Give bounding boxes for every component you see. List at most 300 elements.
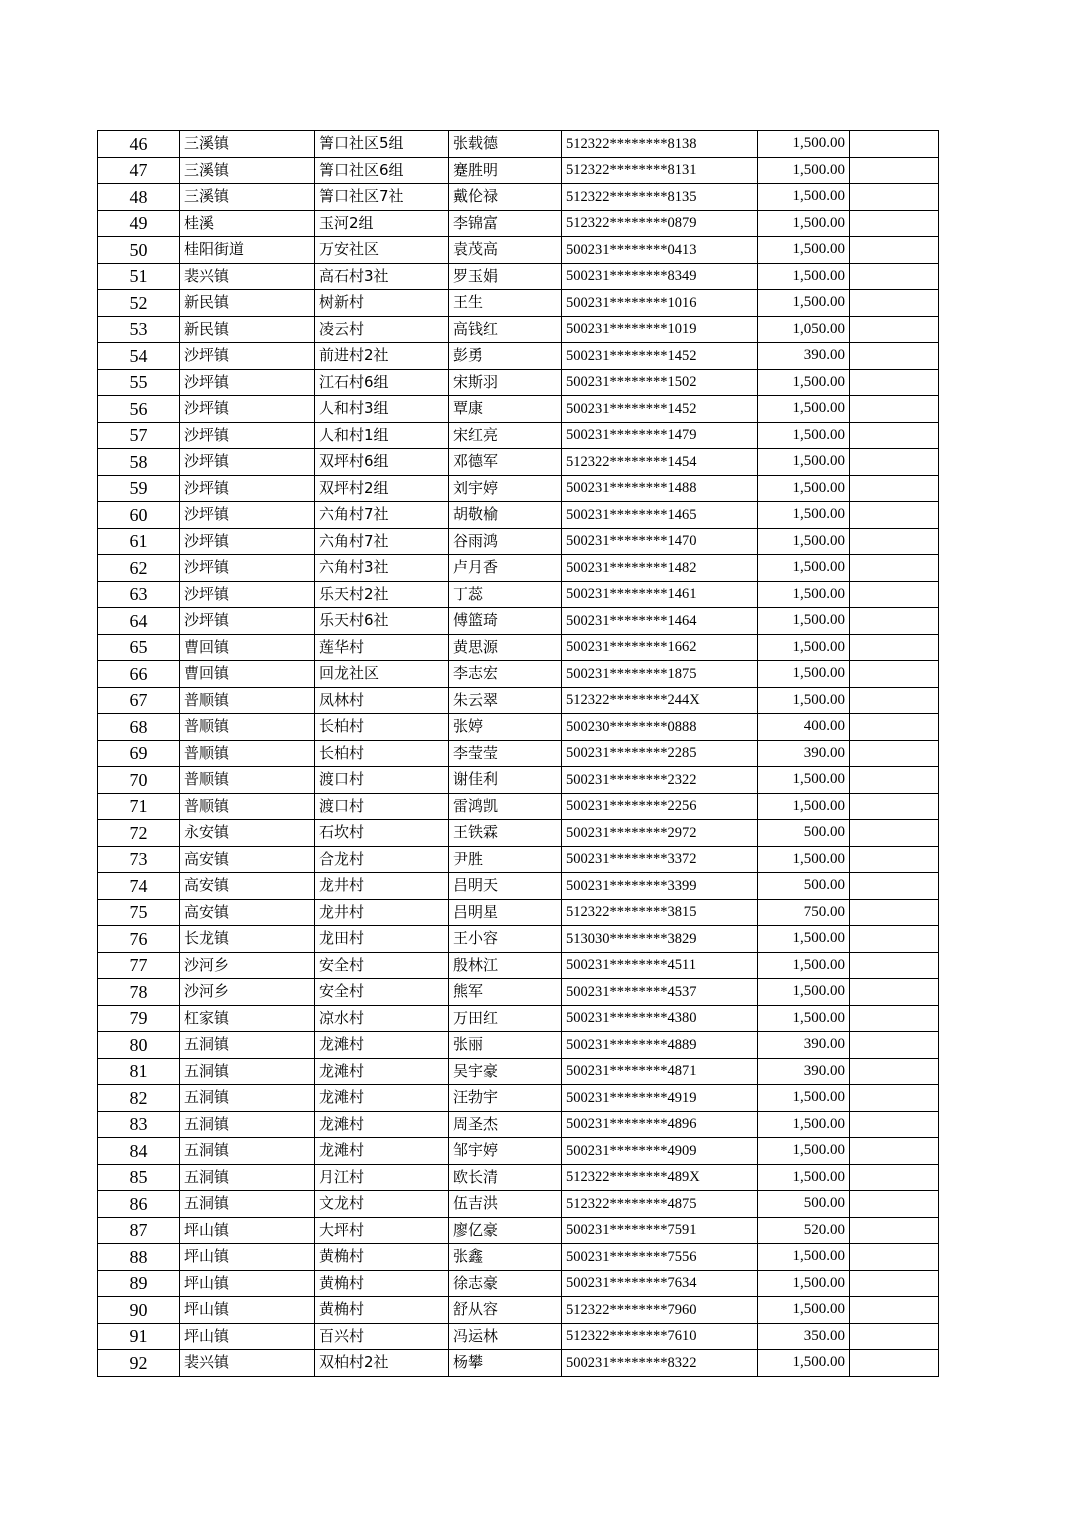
note-cell: [850, 290, 939, 317]
table-row: [98, 740, 939, 767]
table-row: [98, 396, 939, 423]
name-cell: 熊军: [449, 979, 562, 1006]
amount-cell: 1,500.00: [758, 1085, 850, 1112]
village-cell: 龙井村: [315, 873, 449, 900]
town-cell: 沙坪镇: [180, 449, 315, 476]
row-number: 64: [98, 608, 180, 635]
name-cell: 戴伦禄: [449, 184, 562, 211]
table-row: [98, 714, 939, 741]
table-row: [98, 846, 939, 873]
village-cell: 人和村1组: [315, 422, 449, 449]
village-cell: 黄桷村: [315, 1270, 449, 1297]
amount-cell: 1,500.00: [758, 1244, 850, 1271]
id-number-cell: 500231********4896: [562, 1111, 758, 1138]
amount-cell: 1,500.00: [758, 687, 850, 714]
note-cell: [850, 502, 939, 529]
note-cell: [850, 1164, 939, 1191]
id-number-cell: 512322********1454: [562, 449, 758, 476]
id-number-cell: 500231********4871: [562, 1058, 758, 1085]
table-row: [98, 1164, 939, 1191]
town-cell: 长龙镇: [180, 926, 315, 953]
table-row: [98, 1270, 939, 1297]
id-number-cell: 500231********2972: [562, 820, 758, 847]
table-row: [98, 449, 939, 476]
name-cell: 冯运林: [449, 1323, 562, 1350]
town-cell: 普顺镇: [180, 740, 315, 767]
note-cell: [850, 369, 939, 396]
village-cell: 长柏村: [315, 714, 449, 741]
id-number-cell: 512322********489X: [562, 1164, 758, 1191]
id-number-cell: 500231********1482: [562, 555, 758, 582]
note-cell: [850, 1005, 939, 1032]
name-cell: 邓德军: [449, 449, 562, 476]
village-cell: 渡口村: [315, 793, 449, 820]
note-cell: [850, 846, 939, 873]
note-cell: [850, 1032, 939, 1059]
amount-cell: 1,500.00: [758, 422, 850, 449]
name-cell: 丁蕊: [449, 581, 562, 608]
amount-cell: 350.00: [758, 1323, 850, 1350]
village-cell: 六角村3社: [315, 555, 449, 582]
id-number-cell: 500231********1875: [562, 661, 758, 688]
id-number-cell: 500231********8349: [562, 263, 758, 290]
village-cell: 百兴村: [315, 1323, 449, 1350]
id-number-cell: 512322********8138: [562, 131, 758, 158]
id-number-cell: 500231********1488: [562, 475, 758, 502]
row-number: 77: [98, 952, 180, 979]
id-number-cell: 512322********4875: [562, 1191, 758, 1218]
id-number-cell: 500231********2285: [562, 740, 758, 767]
row-number: 81: [98, 1058, 180, 1085]
table-row: [98, 661, 939, 688]
name-cell: 朱云翠: [449, 687, 562, 714]
town-cell: 沙河乡: [180, 979, 315, 1006]
amount-cell: 390.00: [758, 1058, 850, 1085]
town-cell: 新民镇: [180, 290, 315, 317]
amount-cell: 1,500.00: [758, 555, 850, 582]
table-row: [98, 369, 939, 396]
name-cell: 吕明天: [449, 873, 562, 900]
town-cell: 普顺镇: [180, 714, 315, 741]
town-cell: 沙坪镇: [180, 369, 315, 396]
table-row: [98, 1323, 939, 1350]
name-cell: 张鑫: [449, 1244, 562, 1271]
amount-cell: 1,500.00: [758, 1297, 850, 1324]
amount-cell: 400.00: [758, 714, 850, 741]
town-cell: 沙坪镇: [180, 528, 315, 555]
table-row: [98, 873, 939, 900]
note-cell: [850, 475, 939, 502]
town-cell: 五洞镇: [180, 1032, 315, 1059]
table-row: [98, 1297, 939, 1324]
id-number-cell: 500231********8322: [562, 1350, 758, 1377]
row-number: 46: [98, 131, 180, 158]
id-number-cell: 500231********4919: [562, 1085, 758, 1112]
note-cell: [850, 1270, 939, 1297]
village-cell: 箐口社区5组: [315, 131, 449, 158]
row-number: 79: [98, 1005, 180, 1032]
id-number-cell: 500231********1470: [562, 528, 758, 555]
note-cell: [850, 714, 939, 741]
village-cell: 人和村3组: [315, 396, 449, 423]
name-cell: 罗玉娟: [449, 263, 562, 290]
table-row: [98, 1111, 939, 1138]
name-cell: 舒从容: [449, 1297, 562, 1324]
row-number: 87: [98, 1217, 180, 1244]
amount-cell: 1,500.00: [758, 634, 850, 661]
name-cell: 王生: [449, 290, 562, 317]
town-cell: 高安镇: [180, 873, 315, 900]
table-row: [98, 687, 939, 714]
row-number: 58: [98, 449, 180, 476]
town-cell: 沙坪镇: [180, 422, 315, 449]
note-cell: [850, 1350, 939, 1377]
town-cell: 五洞镇: [180, 1085, 315, 1112]
town-cell: 裴兴镇: [180, 263, 315, 290]
amount-cell: 520.00: [758, 1217, 850, 1244]
row-number: 69: [98, 740, 180, 767]
row-number: 49: [98, 210, 180, 237]
row-number: 53: [98, 316, 180, 343]
table-row: [98, 343, 939, 370]
amount-cell: 1,500.00: [758, 581, 850, 608]
note-cell: [850, 237, 939, 264]
row-number: 78: [98, 979, 180, 1006]
town-cell: 沙坪镇: [180, 581, 315, 608]
name-cell: 王铁霖: [449, 820, 562, 847]
row-number: 71: [98, 793, 180, 820]
table-row: [98, 237, 939, 264]
id-number-cell: 500231********1465: [562, 502, 758, 529]
amount-cell: 1,500.00: [758, 369, 850, 396]
name-cell: 袁茂高: [449, 237, 562, 264]
village-cell: 箐口社区6组: [315, 157, 449, 184]
id-number-cell: 512322********7960: [562, 1297, 758, 1324]
town-cell: 普顺镇: [180, 687, 315, 714]
row-number: 66: [98, 661, 180, 688]
name-cell: 张丽: [449, 1032, 562, 1059]
amount-cell: 1,500.00: [758, 846, 850, 873]
id-number-cell: 500231********3372: [562, 846, 758, 873]
table-row: [98, 952, 939, 979]
village-cell: 莲华村: [315, 634, 449, 661]
row-number: 70: [98, 767, 180, 794]
village-cell: 凌云村: [315, 316, 449, 343]
note-cell: [850, 952, 939, 979]
town-cell: 三溪镇: [180, 157, 315, 184]
id-number-cell: 512322********244X: [562, 687, 758, 714]
name-cell: 黄思源: [449, 634, 562, 661]
name-cell: 张婷: [449, 714, 562, 741]
village-cell: 石坎村: [315, 820, 449, 847]
village-cell: 万安社区: [315, 237, 449, 264]
note-cell: [850, 131, 939, 158]
village-cell: 树新村: [315, 290, 449, 317]
amount-cell: 1,500.00: [758, 1138, 850, 1165]
amount-cell: 390.00: [758, 740, 850, 767]
table-row: [98, 1217, 939, 1244]
table-row: [98, 979, 939, 1006]
village-cell: 双柏村2社: [315, 1350, 449, 1377]
note-cell: [850, 687, 939, 714]
village-cell: 龙滩村: [315, 1032, 449, 1059]
amount-cell: 1,500.00: [758, 1350, 850, 1377]
name-cell: 殷林江: [449, 952, 562, 979]
row-number: 59: [98, 475, 180, 502]
town-cell: 坪山镇: [180, 1323, 315, 1350]
village-cell: 前进村2社: [315, 343, 449, 370]
id-number-cell: 512322********7610: [562, 1323, 758, 1350]
name-cell: 张载德: [449, 131, 562, 158]
id-number-cell: 512322********3815: [562, 899, 758, 926]
note-cell: [850, 740, 939, 767]
note-cell: [850, 767, 939, 794]
table-row: [98, 820, 939, 847]
row-number: 84: [98, 1138, 180, 1165]
village-cell: 双坪村2组: [315, 475, 449, 502]
name-cell: 吴宇豪: [449, 1058, 562, 1085]
name-cell: 谢佳利: [449, 767, 562, 794]
id-number-cell: 500231********0413: [562, 237, 758, 264]
amount-cell: 1,500.00: [758, 1005, 850, 1032]
note-cell: [850, 1111, 939, 1138]
name-cell: 万田红: [449, 1005, 562, 1032]
table-row: [98, 502, 939, 529]
note-cell: [850, 1191, 939, 1218]
note-cell: [850, 184, 939, 211]
table-row: [98, 1350, 939, 1377]
note-cell: [850, 608, 939, 635]
town-cell: 普顺镇: [180, 767, 315, 794]
note-cell: [850, 820, 939, 847]
town-cell: 新民镇: [180, 316, 315, 343]
name-cell: 傅篮琦: [449, 608, 562, 635]
id-number-cell: 500231********7556: [562, 1244, 758, 1271]
note-cell: [850, 1323, 939, 1350]
name-cell: 李志宏: [449, 661, 562, 688]
amount-cell: 750.00: [758, 899, 850, 926]
row-number: 89: [98, 1270, 180, 1297]
id-number-cell: 500231********1016: [562, 290, 758, 317]
id-number-cell: 500231********2256: [562, 793, 758, 820]
note-cell: [850, 1217, 939, 1244]
row-number: 63: [98, 581, 180, 608]
row-number: 86: [98, 1191, 180, 1218]
village-cell: 长柏村: [315, 740, 449, 767]
table-row: [98, 1005, 939, 1032]
table-row: [98, 1138, 939, 1165]
town-cell: 曹回镇: [180, 661, 315, 688]
row-number: 55: [98, 369, 180, 396]
table-row: [98, 555, 939, 582]
id-number-cell: 512322********0879: [562, 210, 758, 237]
town-cell: 三溪镇: [180, 131, 315, 158]
table-row: [98, 634, 939, 661]
id-number-cell: 512322********8135: [562, 184, 758, 211]
name-cell: 吕明星: [449, 899, 562, 926]
amount-cell: 1,500.00: [758, 502, 850, 529]
amount-cell: 1,500.00: [758, 528, 850, 555]
town-cell: 杠家镇: [180, 1005, 315, 1032]
village-cell: 龙滩村: [315, 1085, 449, 1112]
id-number-cell: 500231********7591: [562, 1217, 758, 1244]
town-cell: 沙河乡: [180, 952, 315, 979]
amount-cell: 1,500.00: [758, 661, 850, 688]
note-cell: [850, 873, 939, 900]
village-cell: 双坪村6组: [315, 449, 449, 476]
table-row: [98, 1032, 939, 1059]
village-cell: 六角村7社: [315, 528, 449, 555]
amount-cell: 390.00: [758, 1032, 850, 1059]
village-cell: 龙滩村: [315, 1058, 449, 1085]
amount-cell: 390.00: [758, 343, 850, 370]
name-cell: 胡敬榆: [449, 502, 562, 529]
note-cell: [850, 157, 939, 184]
amount-cell: 1,500.00: [758, 449, 850, 476]
name-cell: 周圣杰: [449, 1111, 562, 1138]
id-number-cell: 500231********1502: [562, 369, 758, 396]
note-cell: [850, 1085, 939, 1112]
town-cell: 桂阳街道: [180, 237, 315, 264]
village-cell: 箐口社区7社: [315, 184, 449, 211]
town-cell: 五洞镇: [180, 1138, 315, 1165]
note-cell: [850, 793, 939, 820]
name-cell: 伍吉洪: [449, 1191, 562, 1218]
row-number: 92: [98, 1350, 180, 1377]
table-row: [98, 210, 939, 237]
village-cell: 江石村6组: [315, 369, 449, 396]
amount-cell: 1,500.00: [758, 396, 850, 423]
table-row: [98, 1085, 939, 1112]
village-cell: 回龙社区: [315, 661, 449, 688]
id-number-cell: 500231********4909: [562, 1138, 758, 1165]
row-number: 72: [98, 820, 180, 847]
id-number-cell: 512322********8131: [562, 157, 758, 184]
name-cell: 尹胜: [449, 846, 562, 873]
note-cell: [850, 581, 939, 608]
town-cell: 沙坪镇: [180, 502, 315, 529]
town-cell: 五洞镇: [180, 1111, 315, 1138]
name-cell: 王小容: [449, 926, 562, 953]
note-cell: [850, 1058, 939, 1085]
village-cell: 合龙村: [315, 846, 449, 873]
row-number: 51: [98, 263, 180, 290]
amount-cell: 1,500.00: [758, 475, 850, 502]
note-cell: [850, 449, 939, 476]
id-number-cell: 500231********3399: [562, 873, 758, 900]
row-number: 85: [98, 1164, 180, 1191]
name-cell: 邹宇婷: [449, 1138, 562, 1165]
row-number: 52: [98, 290, 180, 317]
town-cell: 三溪镇: [180, 184, 315, 211]
note-cell: [850, 422, 939, 449]
amount-cell: 500.00: [758, 873, 850, 900]
amount-cell: 1,500.00: [758, 608, 850, 635]
id-number-cell: 500231********2322: [562, 767, 758, 794]
row-number: 91: [98, 1323, 180, 1350]
name-cell: 蹇胜明: [449, 157, 562, 184]
table-row: [98, 290, 939, 317]
town-cell: 坪山镇: [180, 1217, 315, 1244]
name-cell: 高钱红: [449, 316, 562, 343]
note-cell: [850, 396, 939, 423]
row-number: 75: [98, 899, 180, 926]
roster-table: [97, 130, 939, 1377]
village-cell: 文龙村: [315, 1191, 449, 1218]
id-number-cell: 500231********1464: [562, 608, 758, 635]
row-number: 65: [98, 634, 180, 661]
id-number-cell: 500231********1019: [562, 316, 758, 343]
name-cell: 李锦富: [449, 210, 562, 237]
name-cell: 汪勃宇: [449, 1085, 562, 1112]
amount-cell: 1,500.00: [758, 1270, 850, 1297]
row-number: 76: [98, 926, 180, 953]
note-cell: [850, 528, 939, 555]
row-number: 60: [98, 502, 180, 529]
table-row: [98, 1191, 939, 1218]
note-cell: [850, 926, 939, 953]
id-number-cell: 500231********4889: [562, 1032, 758, 1059]
table-row: [98, 316, 939, 343]
row-number: 54: [98, 343, 180, 370]
id-number-cell: 500231********1662: [562, 634, 758, 661]
id-number-cell: 500231********7634: [562, 1270, 758, 1297]
table-row: [98, 263, 939, 290]
id-number-cell: 500231********4511: [562, 952, 758, 979]
town-cell: 沙坪镇: [180, 396, 315, 423]
name-cell: 彭勇: [449, 343, 562, 370]
id-number-cell: 500231********1479: [562, 422, 758, 449]
row-number: 62: [98, 555, 180, 582]
town-cell: 裴兴镇: [180, 1350, 315, 1377]
note-cell: [850, 555, 939, 582]
amount-cell: 1,500.00: [758, 131, 850, 158]
note-cell: [850, 634, 939, 661]
village-cell: 月江村: [315, 1164, 449, 1191]
note-cell: [850, 316, 939, 343]
table-row: [98, 1058, 939, 1085]
table-row: [98, 157, 939, 184]
town-cell: 沙坪镇: [180, 343, 315, 370]
amount-cell: 1,500.00: [758, 793, 850, 820]
table-row: [98, 184, 939, 211]
row-number: 61: [98, 528, 180, 555]
amount-cell: 1,500.00: [758, 184, 850, 211]
town-cell: 沙坪镇: [180, 475, 315, 502]
village-cell: 黄桷村: [315, 1297, 449, 1324]
village-cell: 大坪村: [315, 1217, 449, 1244]
village-cell: 乐天村6社: [315, 608, 449, 635]
amount-cell: 1,500.00: [758, 263, 850, 290]
row-number: 73: [98, 846, 180, 873]
row-number: 74: [98, 873, 180, 900]
row-number: 50: [98, 237, 180, 264]
town-cell: 高安镇: [180, 899, 315, 926]
amount-cell: 1,500.00: [758, 1111, 850, 1138]
town-cell: 五洞镇: [180, 1191, 315, 1218]
id-number-cell: 500231********4380: [562, 1005, 758, 1032]
village-cell: 龙田村: [315, 926, 449, 953]
row-number: 56: [98, 396, 180, 423]
name-cell: 覃康: [449, 396, 562, 423]
amount-cell: 1,500.00: [758, 237, 850, 264]
note-cell: [850, 1244, 939, 1271]
name-cell: 杨攀: [449, 1350, 562, 1377]
village-cell: 龙滩村: [315, 1111, 449, 1138]
name-cell: 廖亿豪: [449, 1217, 562, 1244]
village-cell: 安全村: [315, 979, 449, 1006]
row-number: 48: [98, 184, 180, 211]
